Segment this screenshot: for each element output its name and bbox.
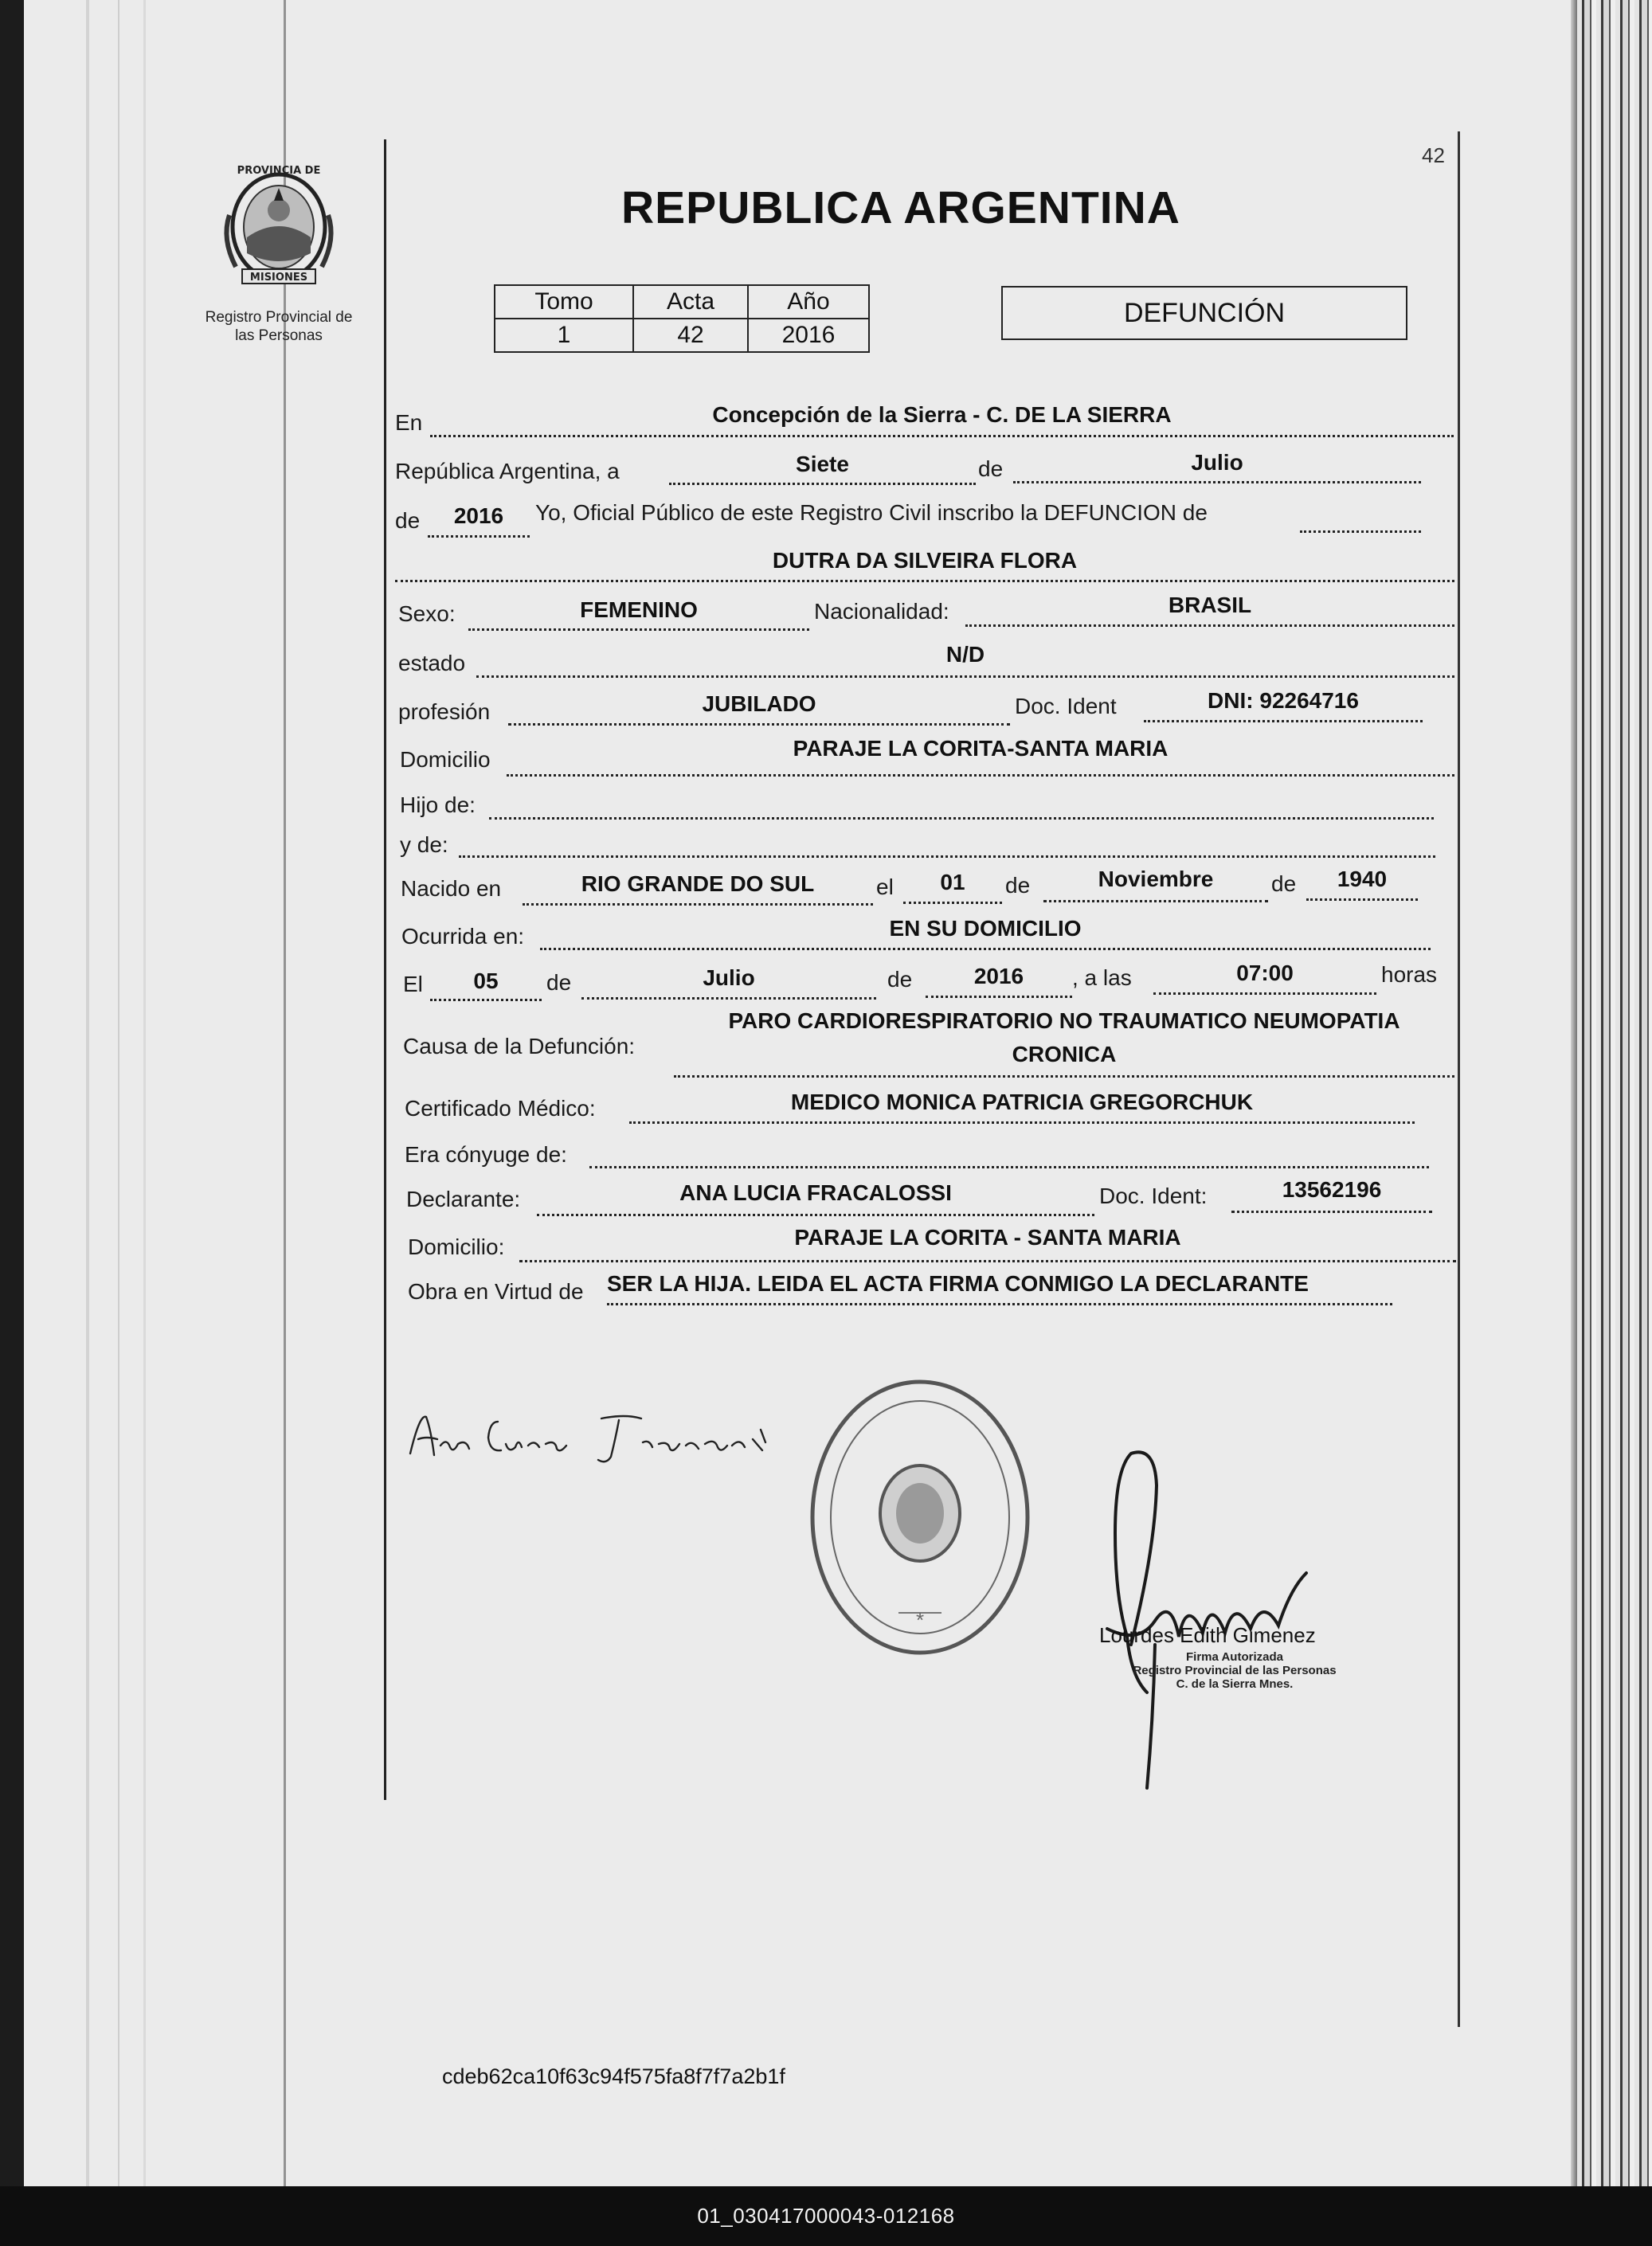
form-frame-left [384,139,386,1800]
nombre-line [395,580,1454,582]
book-binding-edge [1577,0,1652,2186]
official-signature [1083,1438,1370,1796]
sexo-label: Sexo: [398,601,456,626]
fecha-de2-label: de [887,967,913,992]
republica-de-label: de [978,456,1004,481]
fecha-horas-label: horas [1381,962,1438,987]
causa-value-line2: CRONICA [1012,1042,1117,1066]
obra-label: Obra en Virtud de [408,1279,584,1304]
fecha-time-line [1153,992,1376,995]
ref-value-tomo: 1 [495,319,633,352]
certificado-line [629,1121,1415,1124]
causa-line [674,1075,1454,1078]
year-value: 2016 [453,503,504,528]
registry-caption-line2: las Personas [235,327,323,344]
republica-day-value: Siete [796,452,849,476]
page-title: REPUBLICA ARGENTINA [621,182,1180,233]
fecha-year-line [926,996,1072,998]
svg-text:*: * [915,1608,925,1632]
sexo-value: FEMENINO [580,597,698,622]
scan-artifact-left [24,0,159,2186]
year-line-text: Yo, Oficial Público de este Registro Civil inscribo la DEFUNCION de [535,500,1208,525]
reference-table-values [495,319,869,352]
nacionalidad-line [965,624,1454,627]
hijo-de-label: Hijo de: [400,792,476,817]
causa-value-line1: PARO CARDIORESPIRATORIO NO TRAUMATICO NEUMOPATIA [728,1008,1400,1033]
domicilio2-line [519,1260,1456,1262]
doc-ident-label: Doc. Ident [1015,694,1117,718]
registry-stamp-icon [804,1374,1035,1661]
declarant-signature [402,1398,785,1469]
document-hash: cdeb62ca10f63c94f575fa8f7f7a2b1f [442,2064,785,2088]
nacido-day-value: 01 [940,870,965,894]
official-role-line2: Registro Provincial de las Personas [1133,1664,1337,1677]
republica-label: República Argentina, a [395,459,620,483]
doc-ident-line [1144,720,1423,722]
conyuge-line [589,1166,1429,1168]
ref-header-tomo: Tomo [495,285,633,319]
hijo-de-line [489,817,1434,820]
domicilio2-label: Domicilio: [408,1235,505,1259]
nacionalidad-value: BRASIL [1168,593,1252,617]
doc-ident-value: DNI: 92264716 [1208,688,1359,713]
year-de-label: de [395,508,421,533]
en-value: Concepción de la Sierra - C. DE LA SIERRA [712,402,1172,427]
ocurrida-line [540,948,1431,950]
scan-id-bar: 01_030417000043-012168 [0,2186,1652,2246]
registry-caption-line1: Registro Provincial de [205,309,353,326]
obra-value: SER LA HIJA. LEIDA EL ACTA FIRMA CONMIGO LA DECLARANTE [607,1271,1309,1296]
deceased-name-value: DUTRA DA SILVEIRA FLORA [772,548,1078,573]
nacido-year-line [1306,898,1418,901]
nacido-place-line [523,903,873,906]
declarante-doc-label: Doc. Ident: [1099,1184,1208,1208]
certificado-label: Certificado Médico: [405,1096,596,1121]
fecha-day-line [430,999,542,1001]
nacido-place-value: RIO GRANDE DO SUL [581,871,815,896]
y-de-line [459,855,1435,858]
republica-month-line [1013,481,1421,483]
nacido-de1-label: de [1005,873,1031,898]
profesion-value: JUBILADO [702,691,816,716]
official-role [1099,1650,1370,1691]
ref-value-ano: 2016 [748,319,869,352]
official-role-line3: C. de la Sierra Mnes. [1176,1677,1294,1691]
nacionalidad-label: Nacionalidad: [814,599,949,624]
fecha-alas-label: , a las [1072,965,1132,990]
domicilio-value: PARAJE LA CORITA-SANTA MARIA [793,736,1169,761]
record-type-box: DEFUNCIÓN [1001,286,1407,340]
ref-header-ano: Año [748,285,869,319]
declarante-label: Declarante: [406,1187,521,1211]
fecha-de1-label: de [546,970,572,995]
conyuge-label: Era cónyuge de: [405,1142,567,1167]
fecha-month-line [581,997,876,1000]
en-label: En [395,410,423,435]
ocurrida-value: EN SU DOMICILIO [889,916,1082,941]
en-line [430,435,1454,437]
declarante-doc-line [1231,1211,1432,1213]
declarante-value: ANA LUCIA FRACALOSSI [679,1180,952,1205]
fecha-time-value: 07:00 [1236,961,1294,985]
republica-month-value: Julio [1191,450,1243,475]
page-number: 42 [1422,143,1445,167]
reference-table-header [495,285,869,319]
nacido-day-line [903,902,1002,904]
domicilio-line [507,774,1454,777]
causa-label: Causa de la Defunción: [403,1034,636,1058]
declarante-line [537,1214,1094,1216]
misiones-emblem-icon [215,159,343,287]
nacido-label: Nacido en [401,876,502,901]
domicilio-label: Domicilio [400,747,491,772]
profesion-label: profesión [398,699,491,724]
registry-caption [183,308,374,345]
nacido-el-label: el [876,875,894,899]
obra-line [607,1303,1392,1305]
nacido-month-line [1043,900,1268,902]
form-frame-right [1458,131,1460,2027]
estado-value: N/D [945,642,985,667]
fecha-month-value: Julio [703,965,755,990]
nacido-de2-label: de [1271,871,1297,896]
ocurrida-label: Ocurrida en: [401,924,525,949]
estado-label: estado [398,651,466,675]
sexo-line [468,628,809,631]
nacido-month-value: Noviembre [1098,867,1214,891]
svg-text:MISIONES: MISIONES [249,272,308,284]
official-role-line1: Firma Autorizada [1186,1650,1283,1664]
reference-table [494,284,870,353]
svg-text:PROVINCIA DE: PROVINCIA DE [237,165,321,177]
nacido-year-value: 1940 [1337,867,1388,891]
fecha-el-label: El [403,972,423,996]
y-de-label: y de: [400,832,448,857]
domicilio2-value: PARAJE LA CORITA - SANTA MARIA [794,1225,1181,1250]
ref-value-acta: 42 [633,319,748,352]
official-name: Lourdes Edith Gimenez [1099,1623,1316,1647]
ref-header-acta: Acta [633,285,748,319]
year-line [428,535,530,538]
declarante-doc-value: 13562196 [1282,1177,1382,1202]
fecha-day-value: 05 [473,968,499,993]
estado-line [476,675,1454,678]
year-line-tail [1300,530,1421,533]
republica-day-line [669,483,976,485]
fecha-year-value: 2016 [973,964,1024,988]
certificado-value: MEDICO MONICA PATRICIA GREGORCHUK [790,1090,1254,1114]
profesion-line [508,723,1010,726]
